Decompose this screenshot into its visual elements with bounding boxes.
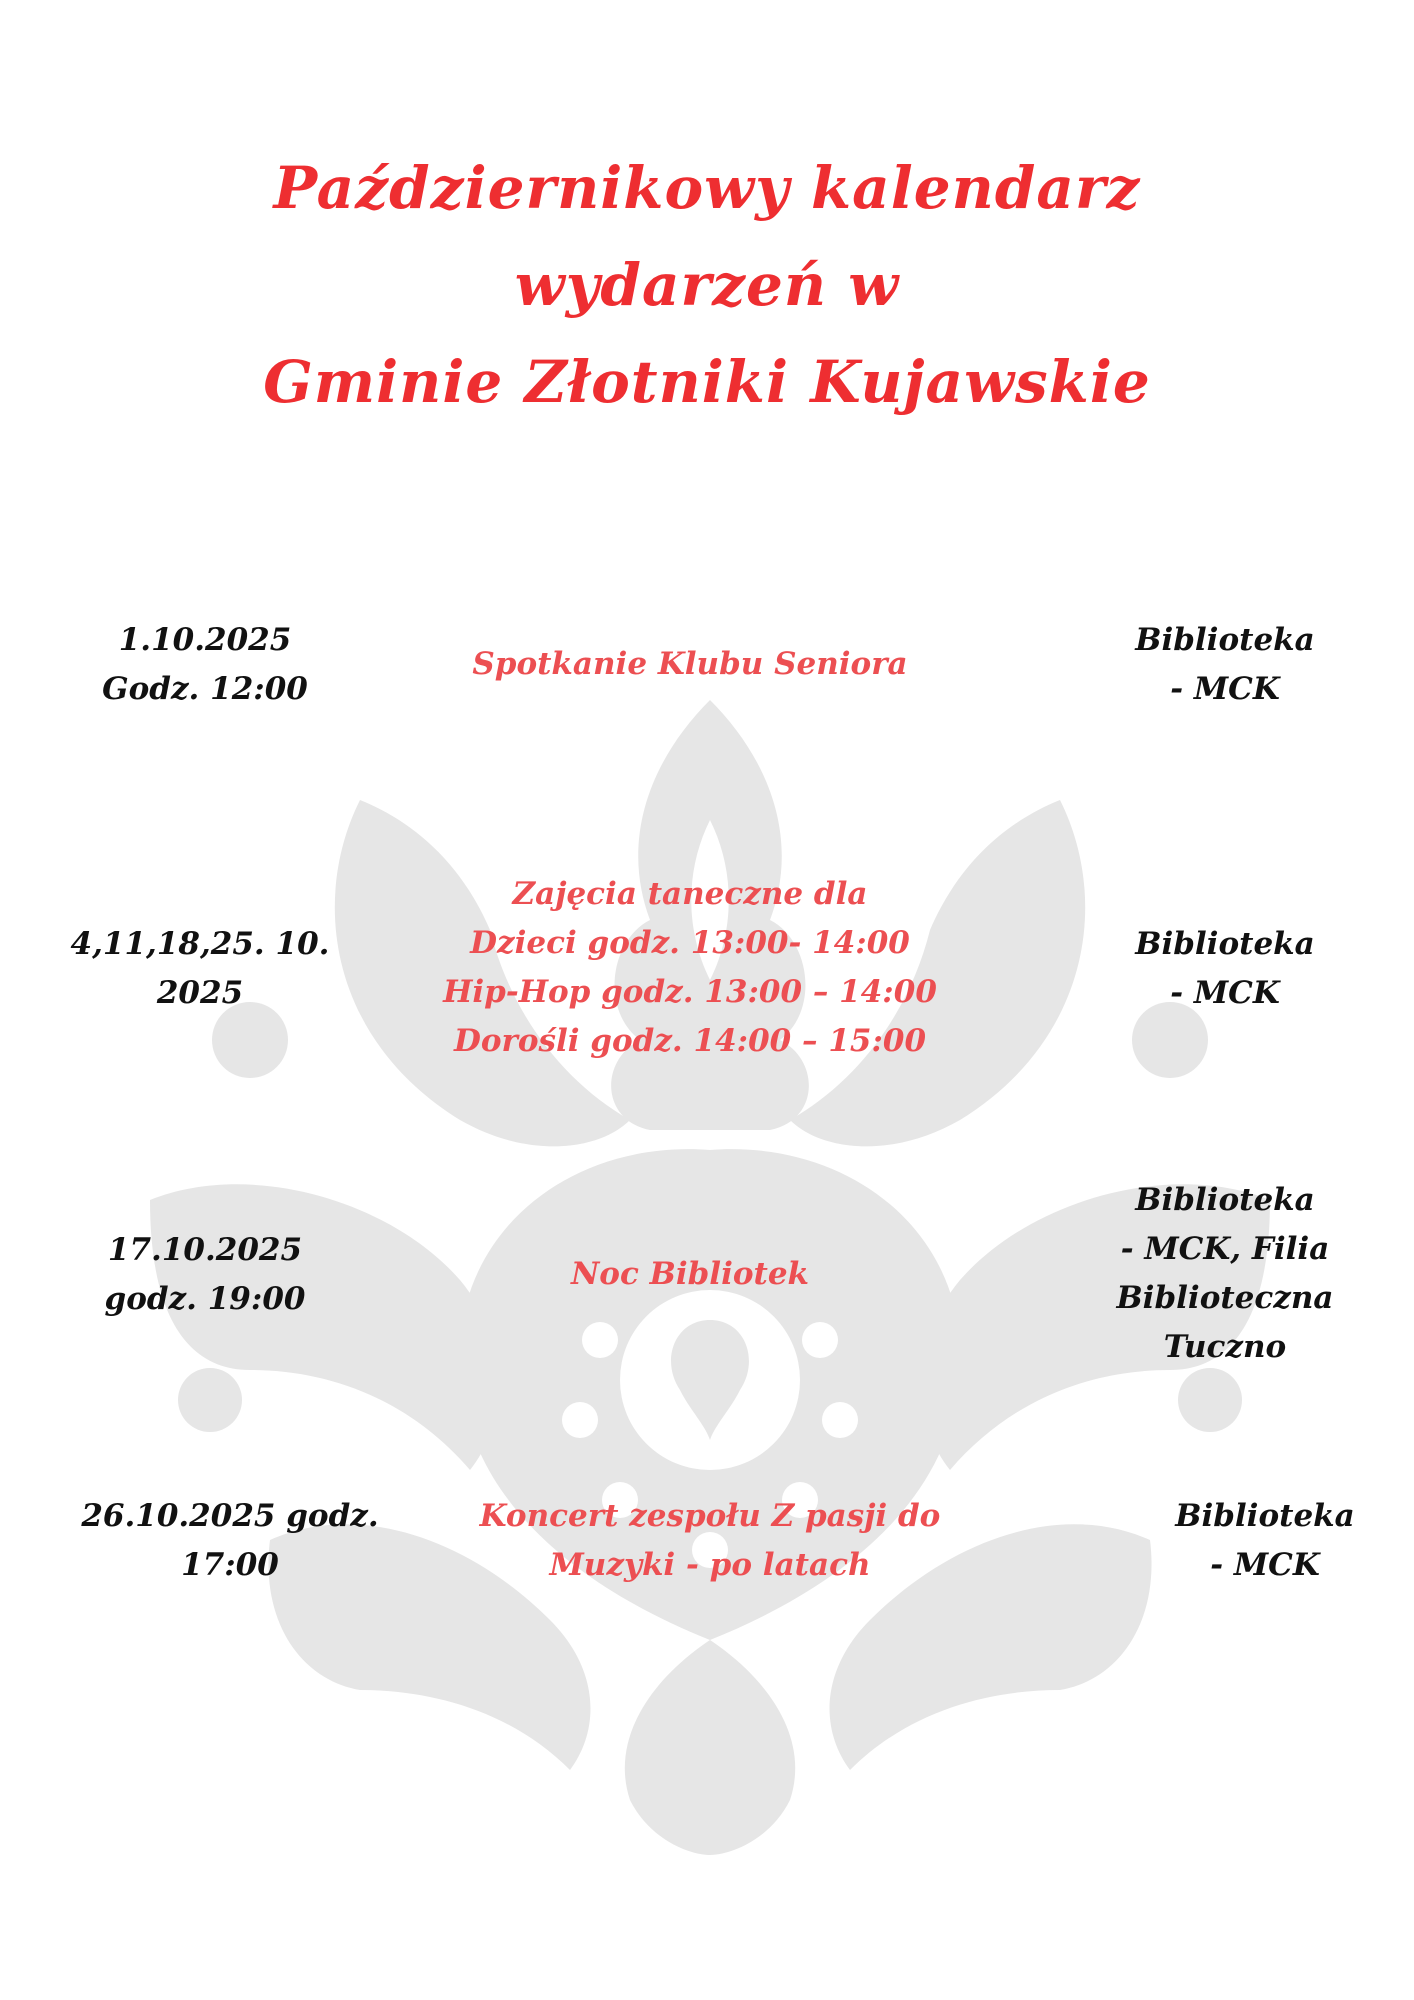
title-line-2: wydarzeń w <box>514 251 900 319</box>
event-1-date: 1.10.2025 Godz. 12:00 <box>102 622 308 707</box>
event-2-name: Zajęcia taneczne dla Dzieci godz. 13:00- 14:00 Hip-Hop godz. 13:00 – 14:00 Dorośli godz. 14:00 – 15:00 <box>443 876 937 1059</box>
event-2-date: 4,11,18,25. 10. 2025 <box>70 926 330 1011</box>
event-4-place: Biblioteka - MCK <box>1175 1498 1355 1583</box>
page-title <box>0 140 1414 431</box>
title-line-3: Gminie Złotniki Kujawskie <box>263 348 1151 416</box>
title-line-1: Październikowy kalendarz <box>273 154 1141 222</box>
event-1-place: Biblioteka - MCK <box>1135 622 1315 707</box>
event-3-place: Biblioteka - MCK, Filia Biblioteczna Tuczno <box>1116 1182 1334 1365</box>
event-2-place: Biblioteka - MCK <box>1135 926 1315 1011</box>
event-3-name: Noc Bibliotek <box>570 1256 810 1292</box>
event-4-date: 26.10.2025 godz. 17:00 <box>81 1498 379 1583</box>
event-4-name: Koncert zespołu Z pasji do Muzyki - po latach <box>479 1498 941 1583</box>
event-3-date: 17.10.2025 godz. 19:00 <box>104 1232 306 1317</box>
event-1-name: Spotkanie Klubu Seniora <box>472 646 908 682</box>
